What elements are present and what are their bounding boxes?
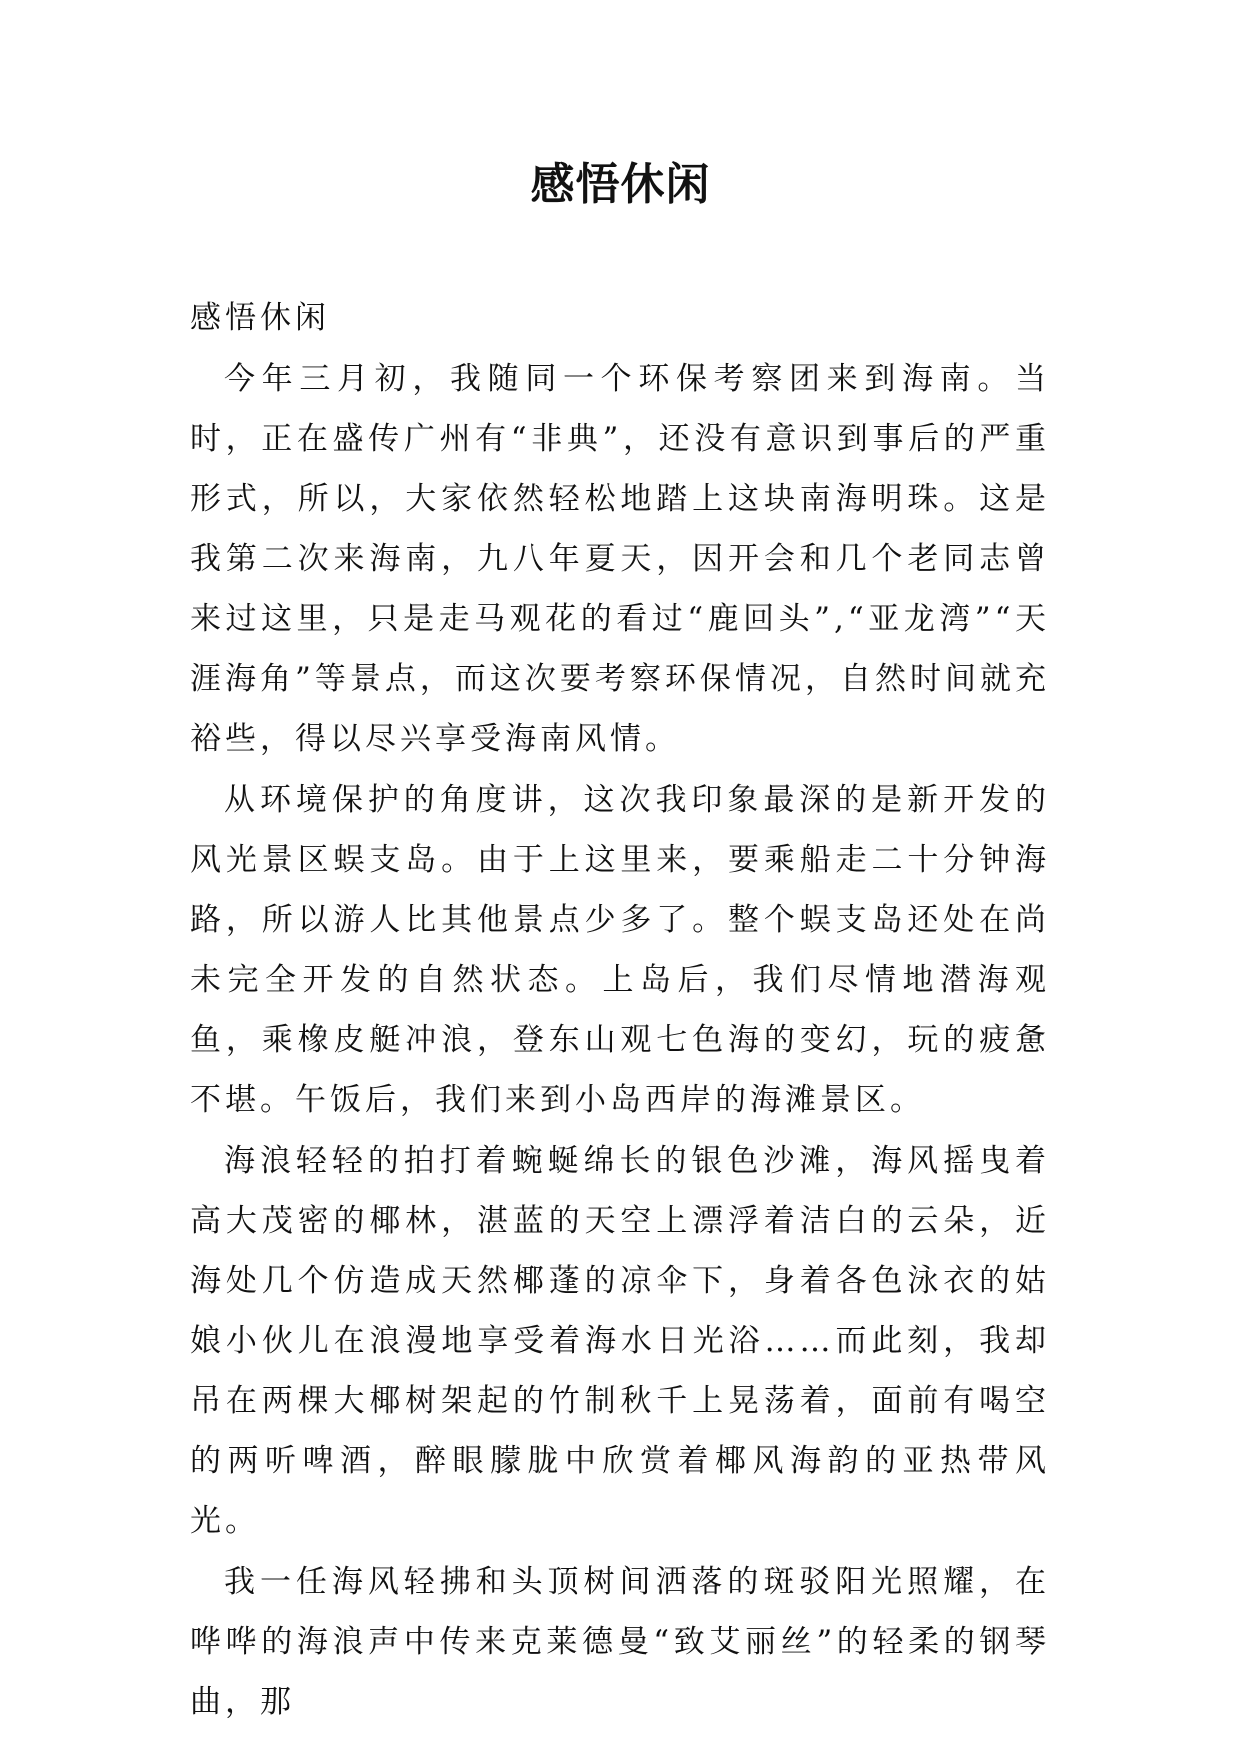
document-title: 感悟休闲 — [530, 159, 711, 210]
document-body — [190, 288, 1050, 1733]
paragraph-4: 我一任海风轻拂和头顶树间洒落的斑驳阳光照耀，在哗哗的海浪声中传来克莱德曼“致艾丽丝”的轻柔的钢琴曲，那 — [190, 1564, 1050, 1720]
paragraph-1: 今年三月初，我随同一个环保考察团来到海南。当时，正在盛传广州有“非典”，还没有意识到事后的严重形式，所以，大家依然轻松地踏上这块南海明珠。这是我第二次来海南，九八年夏天，因开会和几个老同志曾来过这里，只是走马观花的看过“鹿回头”,“亚龙湾”“天涯海角”等景点，而这次要考察环保情况，自然时间就充裕些，得以尽兴享受海南风情。 — [190, 361, 1050, 757]
paragraph-2: 从环境保护的角度讲，这次我印象最深的是新开发的风光景区蜈支岛。由于上这里来，要乘船走二十分钟海路，所以游人比其他景点少多了。整个蜈支岛还处在尚未完全开发的自然状态。上岛后，我们尽情地潜海观鱼，乘橡皮艇冲浪，登东山观七色海的变幻，玩的疲惫不堪。午饭后，我们来到小岛西岸的海滩景区。 — [190, 782, 1050, 1118]
paragraph-3: 海浪轻轻的拍打着蜿蜒绵长的银色沙滩，海风摇曳着高大茂密的椰林，湛蓝的天空上漂浮着洁白的云朵，近海处几个仿造成天然椰蓬的凉伞下，身着各色泳衣的姑娘小伙儿在浪漫地享受着海水日光浴……而此刻，我却吊在两棵大椰树架起的竹制秋千上晃荡着，面前有喝空的两听啤酒，醉眼朦胧中欣赏着椰风海韵的亚热带风光。 — [190, 1143, 1050, 1539]
document-subtitle: 感悟休闲 — [190, 300, 330, 336]
